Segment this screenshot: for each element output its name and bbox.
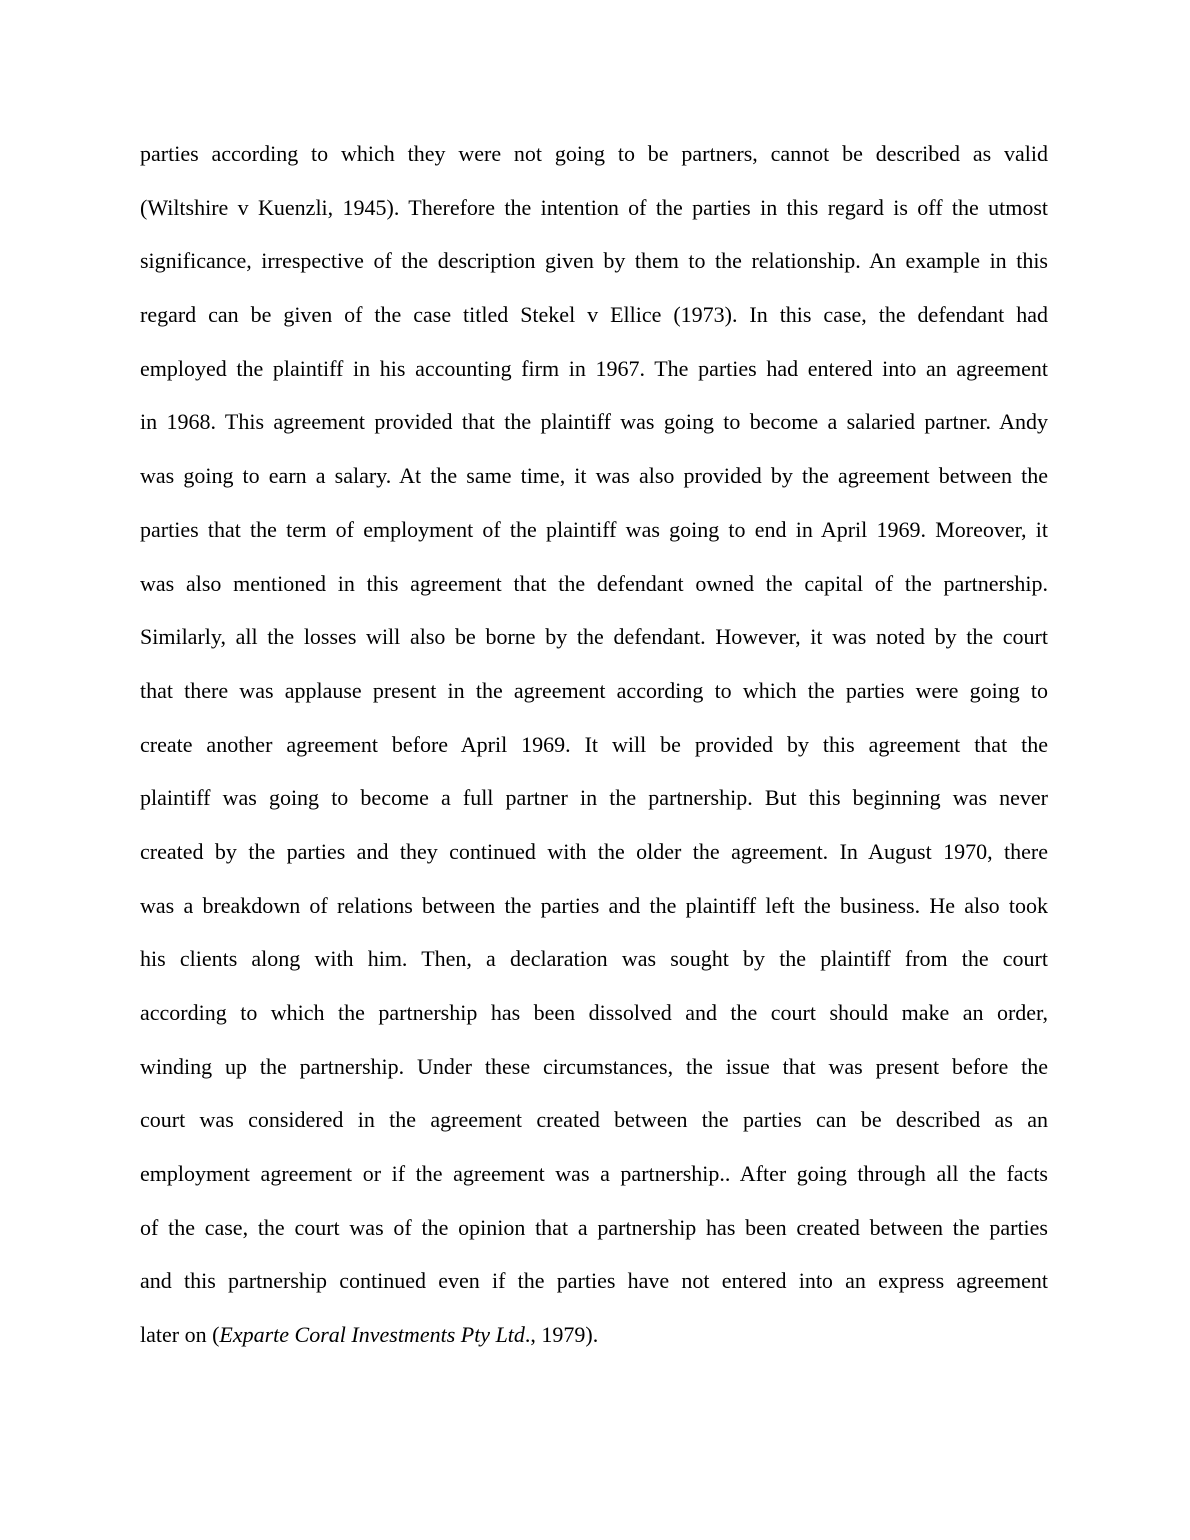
text-line: Similarly, all the losses will also be borne by the defendant. However, it was noted by the court [140, 624, 1048, 650]
text-line: employed the plaintiff in his accounting firm in 1967. The parties had entered into an agreement [140, 355, 1048, 381]
text-line: create another agreement before April 1969. It will be provided by this agreement that the [140, 731, 1048, 757]
case-citation-italic: Exparte Coral Investments Pty Ltd [219, 1322, 525, 1348]
text-line: employment agreement or if the agreement was a partnership.. After going through all the facts [140, 1161, 1048, 1187]
text-line: in 1968. This agreement provided that the plaintiff was going to become a salaried partner. Andy [140, 409, 1048, 435]
text-line: according to which the partnership has been dissolved and the court should make an order, [140, 1000, 1048, 1025]
text-line: parties according to which they were not going to be partners, cannot be described as valid [140, 141, 1048, 166]
text-line: regard can be given of the case titled Stekel v Ellice (1973). In this case, the defendant had [140, 302, 1048, 328]
text-line: was going to earn a salary. At the same time, it was also provided by the agreement between the [140, 463, 1048, 489]
body-paragraph [140, 127, 1048, 1362]
text-line: winding up the partnership. Under these circumstances, the issue that was present before the [140, 1053, 1048, 1079]
text-line: significance, irrespective of the description given by them to the relationship. An example in this [140, 248, 1048, 274]
text-line: parties that the term of employment of the plaintiff was going to end in April 1969. Moreover, it [140, 516, 1048, 542]
text-line: of the case, the court was of the opinion that a partnership has been created between the parties [140, 1214, 1048, 1240]
text-line: that there was applause present in the agreement according to which the parties were going to [140, 677, 1048, 703]
text-line: and this partnership continued even if the parties have not entered into an express agreement [140, 1268, 1048, 1294]
text-line: plaintiff was going to become a full partner in the partnership. But this beginning was never [140, 785, 1048, 811]
text-line: created by the parties and they continued with the older the agreement. In August 1970, there [140, 838, 1048, 864]
citation-suffix: ., 1979). [524, 1322, 599, 1348]
text-line: (Wiltshire v Kuenzli, 1945). Therefore the intention of the parties in this regard is off the utmost [140, 194, 1048, 220]
text-line: was also mentioned in this agreement that the defendant owned the capital of the partnership. [140, 570, 1048, 596]
text-line: court was considered in the agreement created between the parties can be described as an [140, 1107, 1048, 1133]
text-line: was a breakdown of relations between the parties and the plaintiff left the business. He also took [140, 892, 1048, 918]
text-line: his clients along with him. Then, a declaration was sought by the plaintiff from the court [140, 946, 1048, 972]
citation-prefix: later on ( [140, 1322, 220, 1348]
text-line-final [140, 1308, 1048, 1362]
